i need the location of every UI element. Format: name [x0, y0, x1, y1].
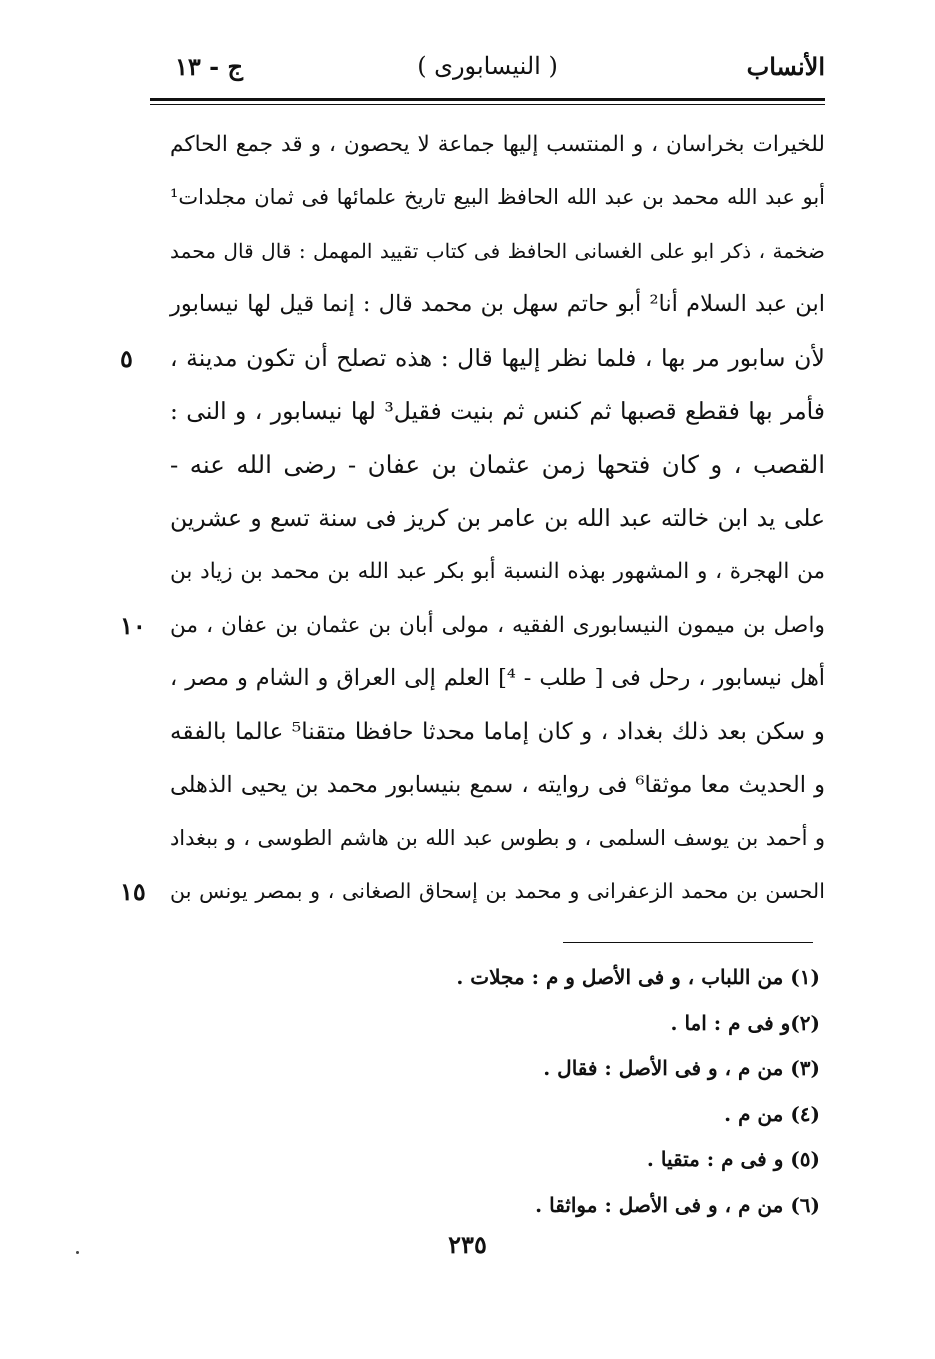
line-text: ضخمة ، ذكر ابو على الغسانى الحافظ فى كتاب تقييد المهمل : قال قال محمد — [170, 238, 825, 263]
line-number: ١٠ — [120, 610, 146, 640]
line-text: الحسن بن محمد الزعفرانى و محمد بن إسحاق الصغانى ، و بمصر يونس بن — [170, 879, 825, 904]
footnote: (٢)و فى م : اما . — [670, 1010, 820, 1035]
margin-speck — [76, 1251, 79, 1254]
line-text: من الهجرة ، و المشهور بهذه النسبة أبو بكر عبد الله بن محمد بن زياد بن — [170, 559, 825, 585]
text-line — [170, 118, 825, 171]
line-text: و الحديث معا موثقا⁶ فى روايته ، سمع بنيسابور محمد بن يحيى الذهلى — [170, 771, 825, 798]
footnotes — [320, 955, 820, 1229]
text-line — [170, 278, 825, 331]
line-text: على يد ابن خالته عبد الله بن عامر بن كريز فى سنة تسع و عشرين — [170, 503, 825, 532]
volume-label: ج - ١٣ — [175, 52, 243, 81]
line-text: أهل نيسابور ، رحل فى [ طلب - ⁴] العلم إلى العراق و الشام و مصر ، — [170, 664, 825, 691]
footnote: (٣) من م ، و فى الأصل : فقال . — [543, 1056, 820, 1081]
page-number: ٢٣٥ — [448, 1230, 487, 1259]
line-text: القصب ، و كان فتحها زمن عثمان بن عفان - رضى الله عنه - — [170, 450, 825, 480]
main-text — [120, 118, 826, 919]
footnote: (٦) من م ، و فى الأصل : مواثقا . — [535, 1192, 820, 1217]
line-text: واصل بن ميمون النيسابورى الفقيه ، مولى أبان بن عثمان بن عفان ، من — [170, 612, 825, 638]
line-text: ابن عبد السلام أنا² أبو حاتم سهل بن محمد قال : إنما قيل لها نيسابور — [170, 291, 826, 318]
line-text: للخيرات بخراسان ، و المنتسب إليها جماعة لا يحصون ، و قد جمع الحاكم — [170, 132, 825, 157]
footnote: (٤) من م . — [724, 1101, 820, 1126]
text-line — [170, 385, 825, 438]
book-title: الأنساب — [746, 52, 825, 81]
text-line — [170, 171, 825, 224]
running-header — [150, 52, 825, 92]
line-text: و سكن بعد ذلك بغداد ، و كان إماما محدثا حافظا متقنا⁵ عالما بالفقه — [170, 718, 825, 746]
text-line — [170, 492, 825, 545]
footnote: (١) من اللباب ، و فى الأصل و م : مجلات . — [456, 965, 820, 989]
text-line — [170, 438, 825, 491]
entry-title: ( النيسابورى ) — [417, 52, 558, 80]
text-line — [120, 865, 825, 918]
text-line — [120, 332, 825, 385]
text-line — [170, 759, 825, 812]
text-line — [120, 599, 825, 652]
text-line — [170, 812, 825, 865]
header-rule-thick — [150, 98, 825, 101]
text-line — [170, 705, 825, 758]
line-text: و أحمد بن يوسف السلمى ، و بطوس عبد الله بن هاشم الطوسى ، و ببغداد — [170, 826, 825, 851]
footnote-rule — [563, 942, 813, 943]
line-number: ١٥ — [120, 877, 146, 907]
header-rule-thin — [150, 104, 825, 105]
text-line — [170, 652, 825, 705]
footnote: (٥) و فى م : متقيا . — [646, 1147, 820, 1172]
line-number: ٥ — [120, 343, 133, 373]
line-text: لأن سابور مر بها ، فلما نظر إليها قال : هذه تصلح أن تكون مدينة ، — [170, 343, 825, 372]
text-line — [170, 225, 825, 278]
text-line — [170, 545, 825, 598]
line-text: أبو عبد الله محمد بن عبد الله الحافظ البيع تاريخ علمائها فى ثمان مجلدات¹ — [170, 185, 825, 210]
line-text: فأمر بها فقطع قصبها ثم كنس ثم بنيت فقيل³ لها نيسابور ، و النى : — [170, 396, 826, 425]
